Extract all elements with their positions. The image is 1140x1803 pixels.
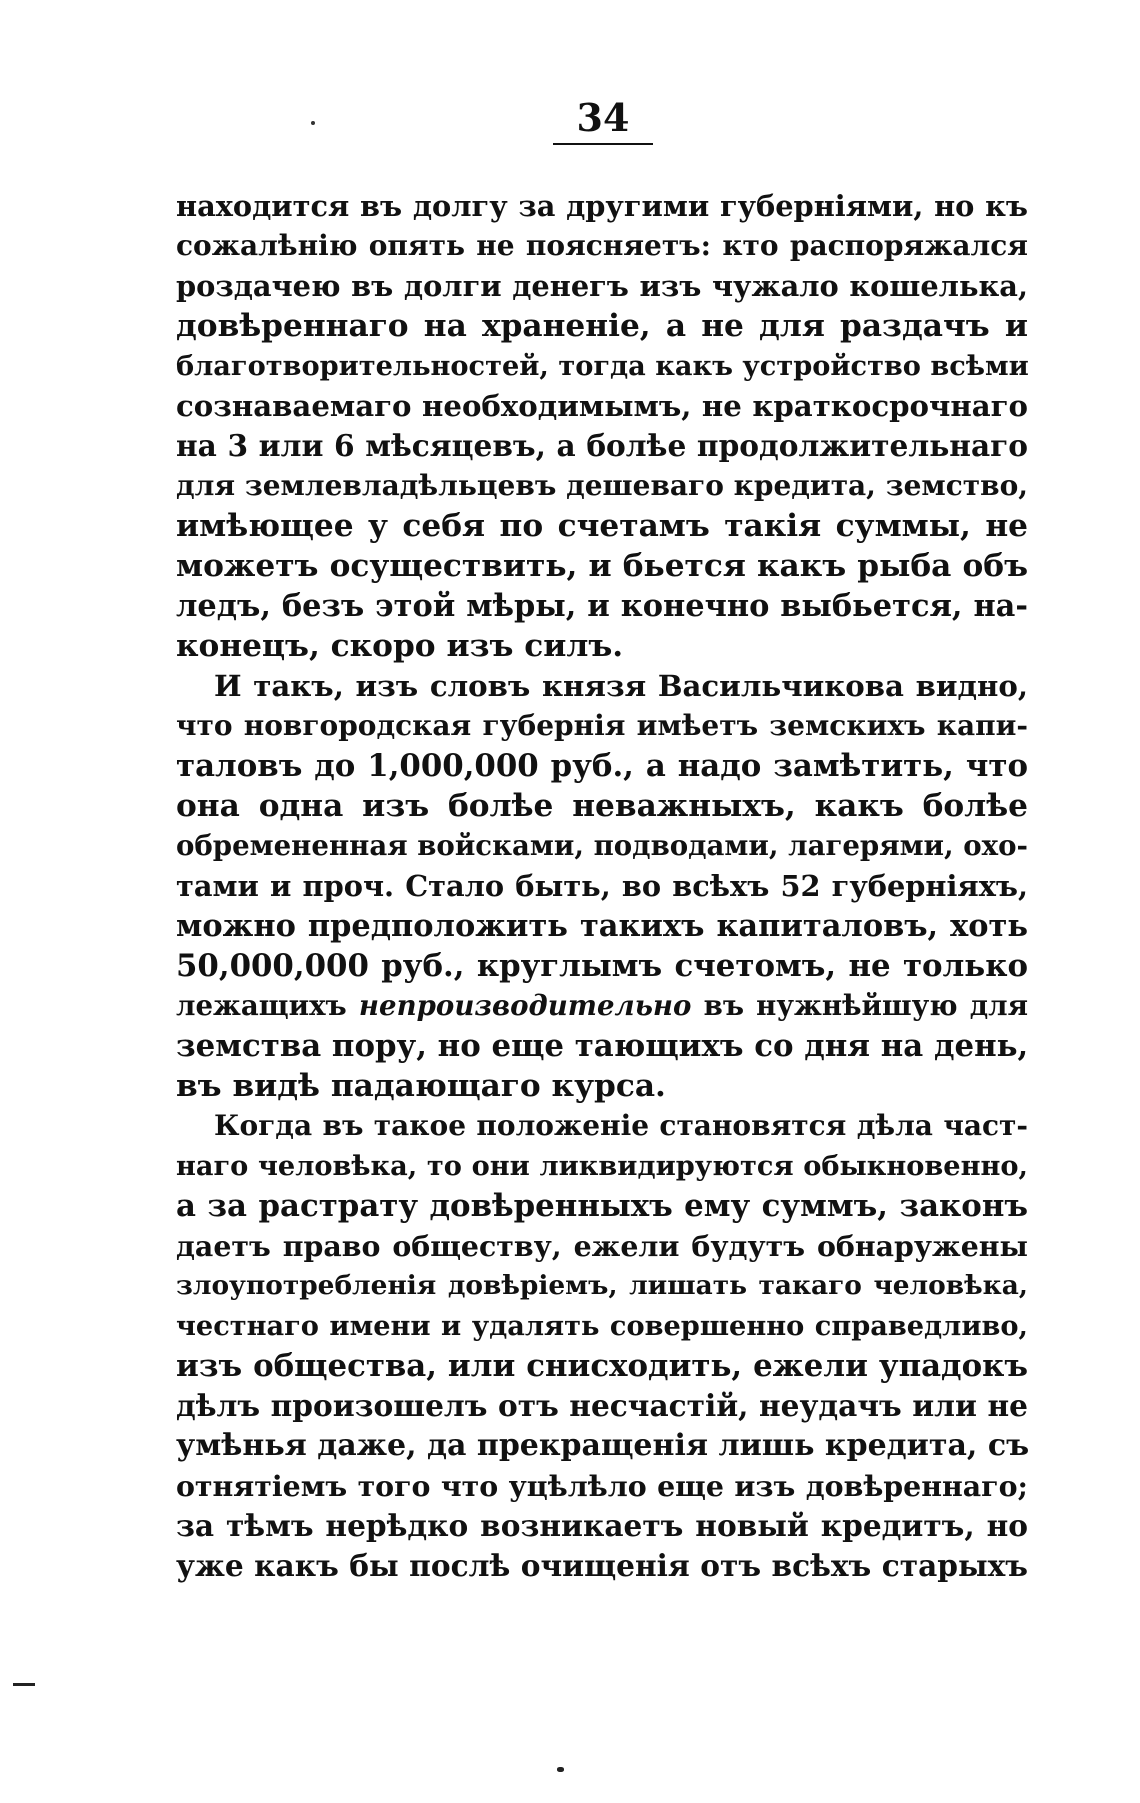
- text-line: обремененная войсками, подводами, лагерями, охо-: [176, 829, 1028, 862]
- text-line: земства пору, но еще тающихъ со дня на день,: [176, 1028, 1029, 1064]
- text-line: что новгородская губернія имѣетъ земскихъ капи-: [176, 709, 1028, 742]
- text-line: [176, 986, 1028, 1026]
- text-line: за тѣмъ нерѣдко возникаетъ новый кредитъ, но: [176, 1508, 1028, 1543]
- text-line: тами и проч. Стало быть, во всѣхъ 52 губерніяхъ,: [176, 869, 1028, 903]
- page-number: 34: [576, 95, 630, 140]
- page-number-rule: [553, 143, 653, 145]
- emphasized-word: непроизводительно: [358, 989, 692, 1022]
- text-line: находится въ долгу за другими губерніями, но къ: [176, 189, 1028, 223]
- text-line: сознаваемаго необходимымъ, не краткосрочнаго: [176, 389, 1028, 423]
- text-segment: въ нужнѣйшую для: [691, 989, 1028, 1022]
- text-line: Когда въ такое положеніе становятся дѣла част-: [214, 1109, 1028, 1142]
- text-line: ледъ, безъ этой мѣры, и конечно выбьется, на-: [176, 588, 1028, 624]
- text-line: таловъ до 1,000,000 руб., а надо замѣтить, что: [176, 748, 1028, 784]
- text-line: въ видѣ падающаго курса.: [176, 1068, 666, 1104]
- text-line: имѣющее у себя по счетамъ такія суммы, не: [176, 508, 1028, 544]
- text-line: честнаго имени и удалять совершенно справедливо,: [176, 1310, 1028, 1342]
- text-line: сожалѣнію опять не поясняетъ: кто распоряжался: [176, 229, 1028, 262]
- text-line: она одна изъ болѣе неважныхъ, какъ болѣе: [176, 788, 1028, 824]
- bottom-mark: [557, 1767, 564, 1772]
- text-segment: лежащихъ: [176, 989, 359, 1022]
- page-text: [176, 186, 1028, 1586]
- text-line: для землевладѣльцевъ дешеваго кредита, земство,: [176, 469, 1028, 502]
- text-line: можетъ осуществить, и бьется какъ рыба объ: [176, 548, 1028, 584]
- text-line: можно предположить такихъ капиталовъ, хоть: [176, 908, 1028, 944]
- printed-dot: [311, 121, 315, 125]
- text-line: конецъ, скоро изъ силъ.: [176, 628, 624, 664]
- text-line: отнятіемъ того что уцѣлѣло еще изъ довѣреннаго;: [176, 1469, 1028, 1503]
- text-line: И такъ, изъ словъ князя Васильчикова видно,: [214, 669, 1028, 703]
- text-line: а за растрату довѣренныхъ ему суммъ, законъ: [176, 1188, 1028, 1224]
- text-line: наго человѣка, то они ликвидируются обыкновенно,: [176, 1150, 1028, 1182]
- text-line: умѣнья даже, да прекращенія лишь кредита, съ: [176, 1428, 1030, 1463]
- text-line: благотворительностей, тогда какъ устройство всѣми: [176, 350, 1029, 382]
- text-line: на 3 или 6 мѣсяцевъ, а болѣе продолжительнаго: [176, 428, 1028, 463]
- text-line: даетъ право обществу, ежели будутъ обнаружены: [176, 1229, 1028, 1263]
- text-line: 50,000,000 руб., круглымъ счетомъ, не только: [176, 948, 1028, 984]
- text-line: злоупотребленія довѣріемъ, лишать такаго человѣка,: [176, 1270, 1028, 1301]
- text-line: изъ общества, или снисходить, ежели упадокъ: [176, 1348, 1028, 1384]
- text-line: уже какъ бы послѣ очищенія отъ всѣхъ старыхъ: [176, 1548, 1028, 1583]
- text-line: роздачею въ долги денегъ изъ чужало кошелька,: [176, 269, 1028, 303]
- margin-mark: [13, 1683, 35, 1686]
- text-line: довѣреннаго на храненіе, а не для раздачъ и: [176, 308, 1028, 344]
- text-line: дѣлъ произошелъ отъ несчастій, неудачъ или не: [176, 1388, 1028, 1423]
